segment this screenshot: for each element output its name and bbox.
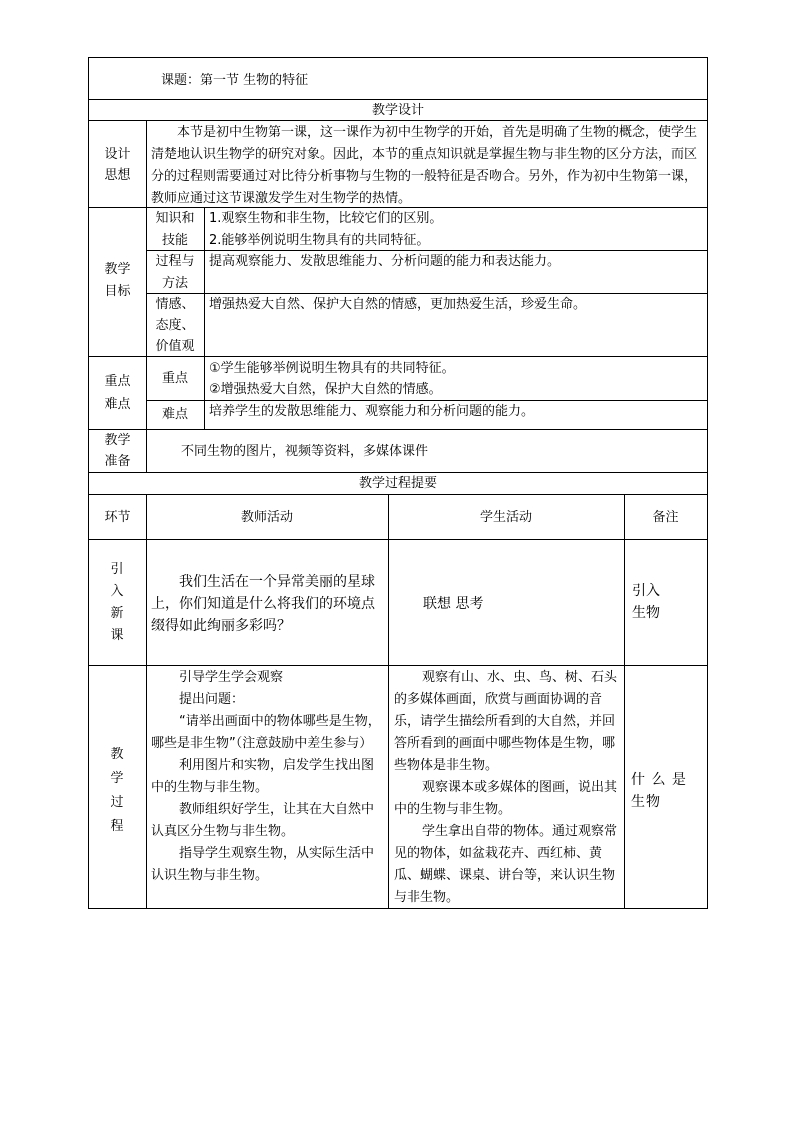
intro-stage-char-3: 新	[110, 606, 124, 621]
student-para-3: 学生拿出自带的物体。通过观察常见的物体，如盆栽花卉、西红柿、黄瓜、蝴蝶、课桌、讲台等，来认识生物与非生物。	[394, 824, 618, 905]
teaching-note: 什 么 是 生物	[631, 772, 687, 810]
design-idea-label-1: 设计	[104, 147, 131, 162]
knowledge-skills-label-1: 知识和	[155, 211, 195, 226]
key-point-line-2: ②增强热爱大自然，保护大自然的情感。	[209, 382, 442, 397]
key-point-label: 重点	[161, 371, 188, 386]
key-points-label-1: 重点	[104, 374, 131, 389]
teaching-teacher-activities	[151, 667, 383, 887]
teacher-para-3: “请举出画面中的物体哪些是生物，哪些是非生物”（注意鼓励中差生参与）	[151, 714, 381, 751]
objectives-label-2: 目标	[104, 284, 131, 299]
difficulty-text: 培养学生的发散思维能力、观察能力和分析问题的能力。	[209, 404, 535, 419]
preparation-text: 不同生物的图片，视频等资料，多媒体课件	[181, 444, 429, 459]
lesson-title: 课题：第一节 生物的特征	[161, 73, 309, 88]
intro-stage-char-4: 课	[110, 628, 124, 643]
knowledge-skills-label-2: 技能	[161, 233, 188, 248]
difficulty-label: 难点	[161, 407, 188, 422]
column-student: 学生活动	[479, 510, 532, 525]
intro-note-line-1: 引入	[632, 583, 660, 599]
lesson-plan-table	[88, 57, 708, 909]
design-idea-label-2: 思想	[104, 168, 131, 183]
process-method-line: 提高观察能力、发散思维能力、分析问题的能力和表达能力。	[209, 254, 561, 269]
teaching-stage-char-2: 学	[110, 771, 124, 786]
teaching-stage-char-3: 过	[110, 795, 124, 810]
teaching-stage-char-4: 程	[110, 819, 124, 834]
student-para-2: 观察课本或多媒体的图画，说出其中的生物与非生物。	[394, 780, 618, 817]
intro-note-line-2: 生物	[632, 605, 660, 621]
column-note: 备注	[652, 510, 679, 525]
key-point-line-1: ①学生能够举例说明生物具有的共同特征。	[209, 361, 455, 376]
intro-teacher-text: 我们生活在一个异常美丽的星球上，你们知道是什么将我们的环境点缀得如此绚丽多彩吗？	[151, 574, 375, 634]
process-method-label-1: 过程与	[155, 254, 195, 269]
teaching-student-activities	[394, 667, 620, 909]
student-para-1: 观察有山、水、虫、鸟、树、石头的多媒体画面，欣赏与画面协调的音乐，请学生描绘所看到的大自然，并回答所看到的画面中哪些物体是生物，哪些物体是非生物。	[394, 670, 618, 773]
teacher-para-4: 利用图片和实物，启发学生找出图中的生物与非生物。	[151, 758, 375, 795]
attitude-line: 增强热爱大自然、保护大自然的情感，更加热爱生活，珍爱生命。	[209, 297, 587, 312]
teacher-para-5: 教师组织好学生，让其在大自然中认真区分生物与非生物。	[151, 802, 375, 839]
teacher-para-2: 提出问题：	[179, 692, 245, 707]
preparation-label-2: 准备	[104, 454, 131, 469]
attitude-label-2: 态度、	[155, 318, 195, 333]
intro-stage-char-2: 入	[110, 584, 124, 599]
knowledge-skills-line-2: 2.能够举例说明生物具有的共同特征。	[209, 233, 430, 248]
attitude-label-1: 情感、	[155, 297, 195, 312]
teacher-para-6: 指导学生观察生物，从实际生活中认识生物与非生物。	[151, 846, 375, 883]
process-method-label-2: 方法	[161, 276, 188, 291]
teaching-stage-char-1: 教	[110, 747, 124, 762]
column-teacher: 教师活动	[240, 510, 293, 525]
key-points-label-2: 难点	[104, 397, 131, 412]
preparation-label-1: 教学	[104, 433, 131, 448]
intro-stage-char-1: 引	[110, 562, 124, 577]
design-header: 教学设计	[371, 103, 424, 118]
design-idea-text: 本节是初中生物第一课，这一课作为初中生物学的开始，首先是明确了生物的概念，使学生清楚地认识生物学的研究对象。因此，本节的重点知识就是掌握生物与非生物的区分方法，而区分的过程则需要通过对比待分析事物与生物的一般特征是否吻合。另外，作为初中生物第一课，教师应通过这节课激发学生对生物学的热情。	[151, 125, 698, 206]
objectives-label-1: 教学	[104, 262, 131, 277]
attitude-label-3: 价值观	[155, 339, 195, 354]
knowledge-skills-line-1: 1.观察生物和非生物，比较它们的区别。	[209, 211, 443, 226]
intro-student-text: 联想 思考	[423, 596, 484, 612]
column-stage: 环节	[104, 510, 131, 525]
teacher-para-1: 引导学生学会观察	[179, 670, 284, 685]
process-header: 教学过程提要	[358, 476, 437, 491]
